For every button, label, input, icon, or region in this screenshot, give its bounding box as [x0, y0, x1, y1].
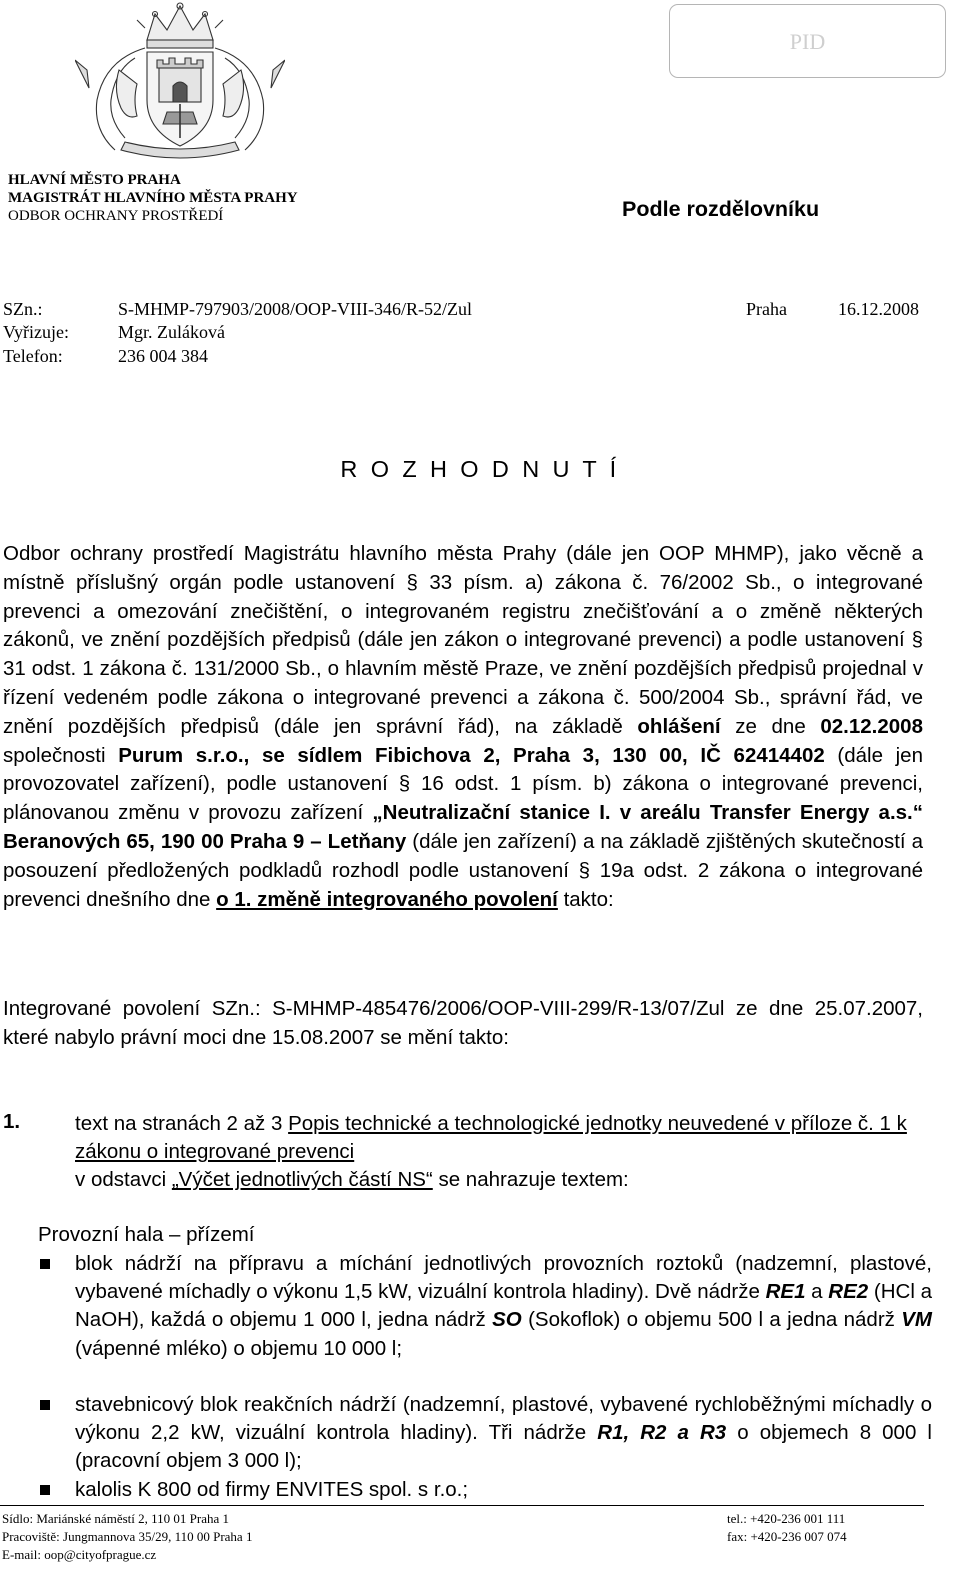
addressee: Podle rozdělovníku: [622, 197, 820, 221]
szn-value: S-MHMP-797903/2008/OOP-VIII-346/R-52/Zul: [118, 299, 472, 319]
hall-heading: Provozní hala – přízemí: [38, 1223, 255, 1246]
footer-fax: fax: +420-236 007 074: [727, 1529, 847, 1544]
bullet-marker: [40, 1485, 50, 1495]
office-line-department: ODBOR OCHRANY PROSTŘEDÍ: [8, 208, 224, 224]
office-line-magistrate: MAGISTRÁT HLAVNÍHO MĚSTA PRAHY: [8, 190, 298, 206]
phone-label: Telefon:: [3, 346, 63, 366]
bullet-tank-block: blok nádrží na přípravu a míchání jednotlivých provozních roztoků (nadzemní, plastové, vybavené míchadly o výkonu 1,5 kW, vizuální kontrola hladiny). Dvě nádrže RE1 a RE2 (HCl a NaOH), každá o objemu 1 000 l, jedna nádrž SO (Sokoflok) o objemu 500 l a jedna nádrž VM (vápenné mléko) o objemu 10 000 l;: [75, 1252, 932, 1360]
document-title: R O Z H O D N U T Í: [340, 456, 620, 482]
szn-label: SZn.:: [3, 299, 43, 319]
handler-value: Mgr. Zuláková: [118, 322, 225, 342]
pid-label: PID: [789, 29, 826, 54]
phone-value: 236 004 384: [118, 346, 208, 366]
office-line-city: HLAVNÍ MĚSTO PRAHA: [8, 172, 181, 188]
footer-email: E-mail: oop@cityofprague.cz: [2, 1547, 157, 1562]
footer-seat: Sídlo: Mariánské náměstí 2, 110 01 Praha 1: [2, 1511, 229, 1526]
place: Praha: [746, 299, 787, 319]
pid-stamp-box: [669, 4, 946, 78]
decision-paragraph: Odbor ochrany prostředí Magistrátu hlavního města Prahy (dále jen OOP MHMP), jako věcně a místně příslušný orgán podle ustanovení § 33 písm. a) zákona č. 76/2002 Sb., o integrované prevenci a omezování znečištění, o integrovaném registru znečišťování a o změně některých zákonů, ve znění pozdějších předpisů (dále jen zákon o integrované prevenci) a podle ustanovení § 31 odst. 1 zákona č. 131/2000 Sb., o hlavním městě Praze, ve znění pozdějších předpisů projednal v řízení vedeném podle zákona o integrované prevenci a zákona č. 500/2004 Sb., správní řád, ve znění pozdějších předpisů (dále jen správní řád), na základě ohlášení ze dne 02.12.2008 společnosti Purum s.r.o., se sídlem Fibichova 2, Praha 3, 130 00, IČ 62414402 (dále jen provozovatel zařízení), podle ustanovení § 16 odst. 1 písm. b) zákona o integrované prevenci, plánovanou změnu v provozu zařízení „Neutralizační stanice I. v areálu Transfer Energy a.s.“ Beranových 65, 190 00 Praha 9 – Letňany (dále jen zařízení) a na základě zjištěných skutečností a posouzení předložených podkladů rozhodl podle ustanovení § 19a odst. 2 zákona o integrované prevenci dnešního dne o 1. změně integrovaného povolení takto:: [3, 542, 923, 911]
bullet-marker: [40, 1259, 50, 1269]
bullet-marker: [40, 1400, 50, 1410]
date: 16.12.2008: [838, 299, 919, 319]
footer-divider: [0, 1505, 924, 1506]
footer-phone: tel.: +420-236 001 111: [727, 1511, 846, 1526]
item-number: 1.: [3, 1110, 21, 1133]
bullet-reaction-tanks: stavebnicový blok reakčních nádrží (nadzemní, plastové, vybavené rychloběžnými míchadly o výkonu 2,2 kW, vizuální kontrola hladiny). Tři nádrže R1, R2 a R3 o objemech 8 000 l (pracovní objem 3 000 l);: [75, 1393, 932, 1473]
bullet-filter-press: kalolis K 800 od firmy ENVITES spol. s r.o.;: [75, 1478, 469, 1501]
handler-label: Vyřizuje:: [3, 322, 69, 342]
item-1-text: text na stranách 2 až 3 Popis technické a technologické jednotky neuvedené v příloze č. 1 k zákonu o integrované prevenci v odstavci „Výčet jednotlivých částí NS“ se nahrazuje textem:: [75, 1112, 907, 1192]
footer-workplace: Pracoviště: Jungmannova 35/29, 110 00 Praha 1: [2, 1529, 253, 1544]
prague-coat-of-arms-logo: [75, 0, 285, 162]
permit-change-paragraph: Integrované povolení SZn.: S-MHMP-485476/2006/OOP-VIII-299/R-13/07/Zul ze dne 25.07.2007, které nabylo právní moci dne 15.08.2007 se mění takto:: [3, 997, 923, 1049]
